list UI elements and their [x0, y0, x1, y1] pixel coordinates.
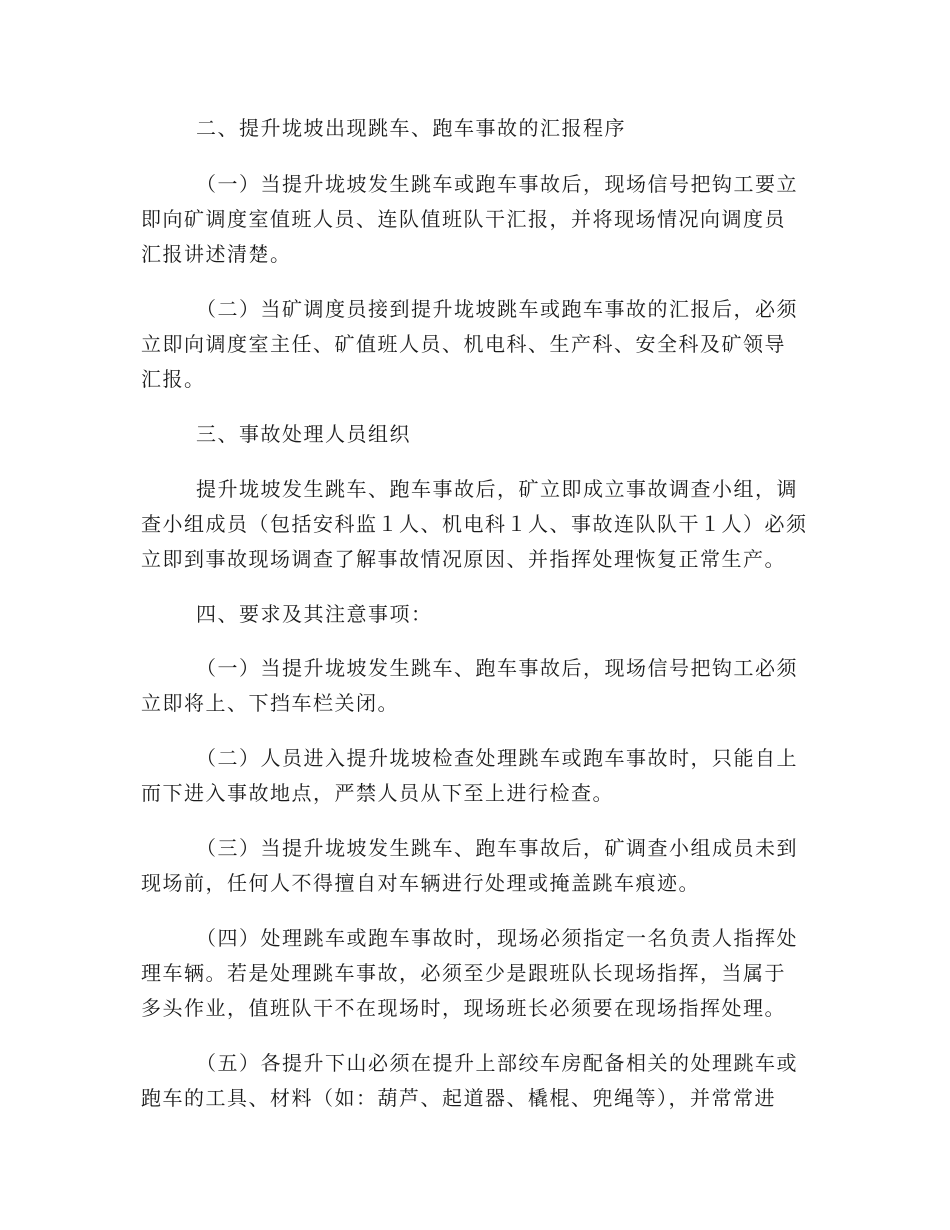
- paragraph-4-1-line-1: （一）当提升垅坡发生跳车、跑车事故后，现场信号把钩工必须: [196, 656, 798, 680]
- paragraph-2-1-line-2: 即向矿调度室值班人员、连队值班队干汇报，并将现场情况向调度员: [141, 207, 786, 231]
- section-heading-3: 三、事故处理人员组织: [196, 422, 411, 446]
- section-heading-2: 二、提升垅坡出现跳车、跑车事故的汇报程序: [196, 116, 626, 140]
- paragraph-2-1-line-1: （一）当提升垅坡发生跳车或跑车事故后，现场信号把钩工要立: [196, 172, 798, 196]
- paragraph-4-4-line-1: （四）处理跳车或跑车事故时，现场必须指定一名负责人指挥处: [196, 926, 798, 950]
- paragraph-4-3-line-1: （三）当提升垅坡发生跳车、跑车事故后，矿调查小组成员未到: [196, 836, 798, 860]
- section-heading-4: 四、要求及其注意事项：: [196, 602, 433, 626]
- paragraph-4-2-line-1: （二）人员进入提升垅坡检查处理跳车或跑车事故时，只能自上: [196, 746, 798, 770]
- paragraph-4-5-line-1: （五）各提升下山必须在提升上部绞车房配备相关的处理跳车或: [196, 1051, 798, 1075]
- paragraph-2-1-line-3: 汇报讲述清楚。: [141, 242, 292, 266]
- paragraph-3-line-2: 查小组成员（包括安科监１人、机电科１人、事故连队队干１人）必须: [141, 512, 808, 536]
- paragraph-4-2-line-2: 而下进入事故地点，严禁人员从下至上进行检查。: [141, 781, 614, 805]
- paragraph-2-2-line-2: 立即向调度室主任、矿值班人员、机电科、生产科、安全科及矿领导: [141, 332, 786, 356]
- paragraph-4-1-line-2: 立即将上、下挡车栏关闭。: [141, 691, 399, 715]
- paragraph-3-line-1: 提升垅坡发生跳车、跑车事故后，矿立即成立事故调查小组，调: [196, 477, 798, 501]
- paragraph-2-2-line-3: 汇报。: [141, 367, 206, 391]
- paragraph-4-5-line-2: 跑车的工具、材料（如：葫芦、起道器、橇棍、兜绳等），并常常进: [141, 1086, 776, 1110]
- paragraph-4-4-line-2: 理车辆。若是处理跳车事故，必须至少是跟班队长现场指挥，当属于: [141, 961, 786, 985]
- paragraph-4-3-line-2: 现场前，任何人不得擅自对车辆进行处理或掩盖跳车痕迹。: [141, 871, 700, 895]
- paragraph-3-line-3: 立即到事故现场调查了解事故情况原因、并指挥处理恢复正常生产。: [141, 547, 786, 571]
- paragraph-2-2-line-1: （二）当矿调度员接到提升垅坡跳车或跑车事故的汇报后，必须: [196, 297, 798, 321]
- paragraph-4-4-line-3: 多头作业，值班队干不在现场时，现场班长必须要在现场指挥处理。: [141, 996, 786, 1020]
